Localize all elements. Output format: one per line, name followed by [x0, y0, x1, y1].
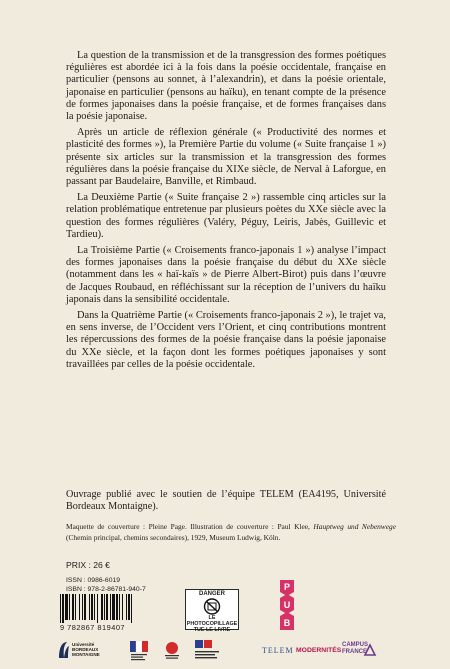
republique-francaise-icon [130, 641, 148, 661]
pub-publisher-logo [278, 578, 296, 634]
danger-photocopy-badge [185, 589, 239, 633]
identifiers [66, 576, 146, 594]
danger-line-3: PHOTOCOPILLAGE [186, 621, 238, 627]
photocopy-warning-icon [202, 598, 222, 615]
isbn-line: ISBN : 978-2-86781-940-7 [66, 586, 146, 593]
danger-line-4: TUE LE LIVRE [193, 627, 231, 633]
blurb-text [66, 50, 386, 375]
blurb-paragraph-4: La Troisième Partie (« Croisements franco-japonais 1 ») analyse l’impact des formes japonaises dans la poésie française du début du XXe siècle (notamment dans les « haï-kaïs » de Pierre Albert-Birot) puis dans l’œuvre de Jacques Roubaud, en réfléchissant sur la réception de l’univers du haïku japonais dans la sensibilité occidentale. [66, 245, 386, 305]
issn-line: ISSN : 0986-6019 [66, 577, 121, 584]
cover-credits [66, 521, 396, 543]
support-note: Ouvrage publié avec le soutien de l’équipe TELEM (EA4195, Université Bordeaux Montaigne). [66, 489, 386, 513]
blurb-paragraph-2: Après un article de réflexion générale (« Productivité des normes et plasticité des formes »), la Première Partie du volume (« Suite française 1 ») présente six articles sur la transmission et la transgression des formes régulières dans la poésie française du XIXe siècle, de Nerval à Laforgue, en passant par Baudelaire, Banville, et Rimbaud. [66, 127, 386, 188]
danger-line-2: LE [208, 615, 216, 621]
credits-suffix: (Chemin principal, chemins secondaires), 1929, Museum Ludwig, Köln. [66, 533, 281, 542]
credits-prefix: Maquette de couverture : Pleine Page. Illustration de couverture : Paul Klee, [66, 522, 314, 531]
telem-logo: TELEM [262, 646, 294, 655]
pub-letter-b: B [283, 618, 291, 628]
pub-letter-u: U [283, 600, 291, 610]
blurb-paragraph-3: La Deuxième Partie (« Suite française 2 ») rassemble cinq articles sur la relation problématique entretenue par plusieurs poètes du XXe siècle avec la question des formes régulières (Valéry, Péguy, Leiris, Jabès, Guillevic et Tardieu). [66, 192, 386, 240]
credits-artwork-title: Hauptweg und Nebenwege [313, 522, 396, 531]
ubm-emblem-icon [58, 640, 70, 660]
blurb-paragraph-1: La question de la transmission et de la transgression des formes poétiques régulières est abordée ici à la fois dans la poésie occidentale, française en particulier (pensons au sonnet, à l’alexandrin), et dans la poésie orientale, japonaise en particulier (pensons au haïku), en tenant compte de la présence de formes japonaises dans la poésie française, et de formes françaises dans la poésie japonaise. [66, 50, 386, 123]
danger-title: DANGER [198, 591, 225, 597]
barcode-digits: 9 782867 819407 [60, 623, 126, 632]
academic-logo-icon [194, 640, 220, 662]
campus-france-logo: CAMPUS FRANCE [342, 642, 369, 655]
pub-letter-p: P [283, 582, 291, 592]
region-logo-icon [162, 641, 182, 661]
modernites-logo: MODERNITÉS [296, 647, 342, 654]
barcode-icon [58, 594, 170, 623]
blurb-paragraph-5: Dans la Quatrième Partie (« Croisements franco-japonais 2 »), le trajet va, en sens inverse, de l’Occident vers l’Orient, et cinq contributions montrent les répercussions des formes de la poésie française dans la poésie japonaise du XXe siècle, et la façon dont les formes poétiques japonaises y sont travaillées par celles de la poésie occidentale. [66, 310, 386, 370]
partner-logos [58, 640, 390, 662]
price-label: PRIX : 26 € [66, 560, 110, 570]
ubm-logo-text: Université BORDEAUX MONTAIGNE [72, 642, 100, 657]
